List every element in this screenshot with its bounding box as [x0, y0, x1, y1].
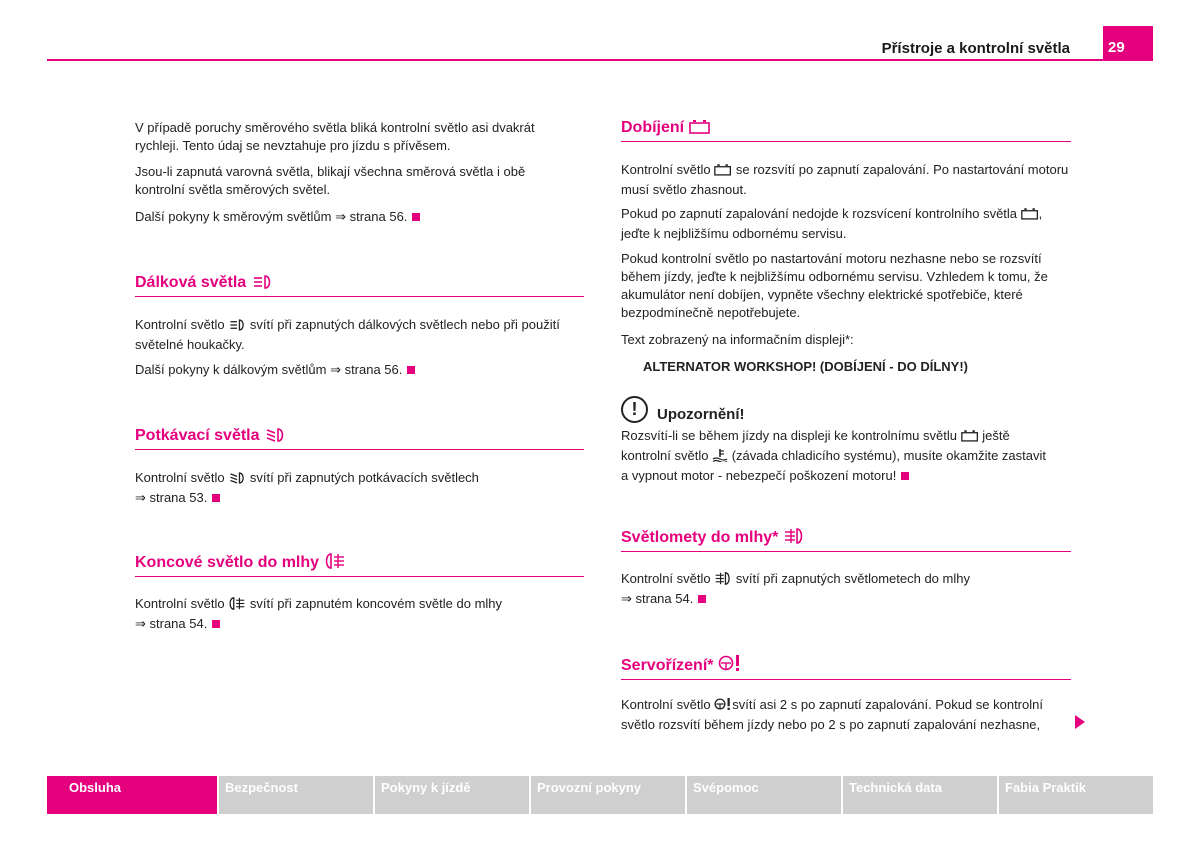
rear-fog-text-a: Kontrolní světlo [135, 596, 225, 611]
rear-fog-heading-text: Koncové světlo do mlhy [135, 554, 320, 571]
warning-icon: ! [621, 396, 648, 423]
warning-text-e: a vypnout motor - nebezpečí poškození motoru! [621, 468, 897, 483]
charging-paragraph-2 [621, 205, 1071, 243]
charging-p2-text-a: Pokud po zapnutí zapalování nedojde k rozsvícení kontrolního světla [621, 206, 1018, 221]
high-beam-icon [251, 275, 273, 294]
low-beam-reference-text: ⇒ strana 53. [135, 490, 208, 505]
front-fog-icon [714, 572, 732, 590]
end-mark-icon [212, 494, 220, 502]
header-rule [47, 59, 1153, 61]
end-mark-icon [698, 595, 706, 603]
low-beam-heading-text: Potkávací světla [135, 427, 260, 444]
high-beam-paragraph [135, 316, 585, 354]
high-beam-text-a: Kontrolní světlo [135, 317, 225, 332]
warning-text-c: kontrolní světlo [621, 448, 709, 463]
front-fog-reference-text: ⇒ strana 54. [621, 591, 694, 606]
rear-fog-icon [324, 553, 346, 574]
front-fog-paragraph [621, 570, 1071, 608]
end-mark-icon [212, 620, 220, 628]
tab-svepomoc[interactable]: Svépomoc [687, 776, 841, 814]
warning-text-d: (závada chladicího systému), musíte okamžite zastavit [731, 448, 1046, 463]
battery-icon [961, 429, 979, 447]
charging-paragraph-4: Text zobrazený na informačním displeji*: [621, 332, 854, 347]
low-beam-icon [228, 471, 246, 489]
front-fog-text-a: Kontrolní světlo [621, 571, 711, 586]
charging-paragraph-1 [621, 161, 1071, 199]
charging-heading-text: Dobíjení [621, 119, 685, 136]
tab-provozni-pokyny[interactable]: Provozní pokyny [531, 776, 685, 814]
power-steering-text-b: svítí asi 2 s po zapnutí zapalování. Pokud se kontrolní [732, 697, 1043, 712]
end-mark-icon [901, 472, 909, 480]
charging-text-b: se rozsvítí po zapnutí zapalování. Po nastartování motoru musí světlo zhasnout. [621, 162, 1069, 197]
tab-pokyny-k-jizde[interactable]: Pokyny k jízdě [375, 776, 529, 814]
chapter-navigation [47, 776, 1153, 814]
power-steering-icon [714, 697, 732, 716]
warning-title: Upozornění! [657, 406, 745, 423]
page-number: 29 [1103, 26, 1153, 61]
front-fog-icon [783, 528, 805, 549]
warning-paragraph [621, 427, 1071, 485]
rear-fog-text-b: svítí při zapnutém koncovém světle do mlhy [249, 596, 503, 611]
rear-fog-paragraph [135, 595, 585, 633]
section-heading-charging [621, 119, 1071, 142]
tab-fabia-praktik[interactable]: Fabia Praktik [999, 776, 1153, 814]
low-beam-text-a: Kontrolní světlo [135, 470, 225, 485]
front-fog-text-b: svítí při zapnutých světlometech do mlhy [735, 571, 970, 586]
warning-text-b: ještě [982, 428, 1010, 443]
end-mark-icon [412, 213, 420, 221]
low-beam-text-b: svítí při zapnutých potkávacích světlech [249, 470, 479, 485]
high-beam-reference-text: Další pokyny k dálkovým světlům ⇒ strana 56. [135, 362, 403, 377]
warning-text-a: Rozsvítí-li se během jízdy na displeji ke kontrolnímu světlu [621, 428, 957, 443]
high-beam-reference [135, 361, 585, 379]
turn-signal-paragraph-2: Jsou-li zapnutá varovná světla, blikají všechna směrová světla i obě kontrolní světla směrových světel. [135, 164, 526, 197]
power-steering-paragraph [621, 696, 1071, 734]
section-heading-rear-fog [135, 553, 584, 577]
end-mark-icon [407, 366, 415, 374]
high-beam-icon [228, 318, 246, 336]
section-heading-power-steering [621, 654, 1071, 680]
next-page-arrow-icon[interactable] [1075, 715, 1085, 729]
coolant-icon [712, 448, 728, 467]
rear-fog-icon [228, 597, 246, 615]
power-steering-icon [718, 654, 742, 677]
power-steering-heading-text: Servořízení* [621, 657, 714, 674]
charging-text-a: Kontrolní světlo [621, 162, 711, 177]
section-heading-low-beam [135, 427, 584, 450]
section-heading-high-beam [135, 274, 584, 297]
battery-icon [714, 163, 732, 181]
low-beam-paragraph [135, 469, 585, 507]
battery-icon [1021, 207, 1039, 225]
charging-p2-text-b: , jeďte k nejbližšímu odbornému servisu. [621, 206, 1043, 241]
power-steering-text-a: Kontrolní světlo [621, 697, 711, 712]
turn-signal-reference-text: Další pokyny k směrovým světlům ⇒ strana 56. [135, 209, 408, 224]
rear-fog-reference-text: ⇒ strana 54. [135, 616, 208, 631]
high-beam-text-b: svítí při zapnutých dálkových světlech nebo při použití světelné houkačky. [135, 317, 560, 352]
power-steering-text-c: světlo rozsvítí během jízdy nebo po 2 s po zapnutí zapalování nezhasne, [621, 717, 1041, 732]
turn-signal-reference [135, 208, 575, 226]
section-heading-front-fog [621, 528, 1071, 552]
tab-technicka-data[interactable]: Technická data [843, 776, 997, 814]
display-message: ALTERNATOR WORKSHOP! (DOBÍJENÍ - DO DÍLNY!) [643, 359, 968, 374]
running-header-title: Přístroje a kontrolní světla [881, 40, 1070, 57]
front-fog-heading-text: Světlomety do mlhy* [621, 529, 779, 546]
turn-signal-paragraph-1: V případě poruchy směrového světla bliká kontrolní světlo asi dvakrát rychleji. Tento údaj se nevztahuje pro jízdu s přívěsem. [135, 120, 535, 153]
battery-icon [689, 120, 711, 139]
high-beam-heading-text: Dálková světla [135, 274, 247, 291]
tab-obsluha[interactable]: Obsluha [47, 776, 217, 814]
tab-bezpecnost[interactable]: Bezpečnost [219, 776, 373, 814]
charging-paragraph-3: Pokud kontrolní světlo po nastartování motoru nezhasne nebo se rozsvítí během jízdy, jeďte k nejbližšímu odbornému servisu. Vzhledem k tomu, že akumulátor není dobíjen, vypněte všechny elektrické spotřebiče, které bezpodmínečně nepotřebujete. [621, 251, 1048, 320]
low-beam-icon [264, 428, 286, 447]
